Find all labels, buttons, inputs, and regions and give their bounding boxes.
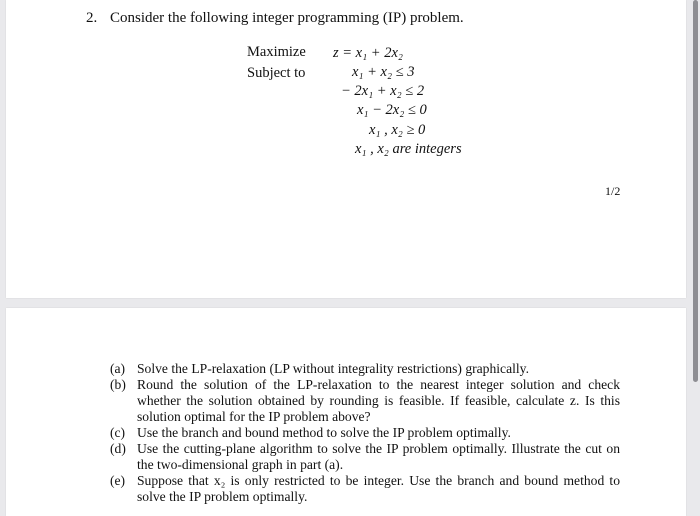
part-tag: (b) bbox=[110, 377, 126, 392]
integrality-constraint: x₁ , x₂ are integers bbox=[355, 141, 462, 157]
question-part-a bbox=[110, 361, 620, 377]
objective-label: Maximize bbox=[247, 44, 306, 60]
question-part-d bbox=[110, 441, 620, 473]
part-tag: (c) bbox=[110, 425, 126, 440]
part-text: Use the cutting-plane algorithm to solve the IP problem optimally. Illustrate the cut on the two-dimensional graph in part (a). bbox=[137, 441, 620, 472]
question-part-c bbox=[110, 425, 620, 441]
part-text: Use the branch and bound method to solve the IP problem optimally. bbox=[137, 425, 511, 440]
objective-function: z = x₁ + 2x₂ bbox=[333, 45, 403, 61]
question-number: 2. bbox=[86, 10, 98, 26]
constraint-3: x₁ − 2x₂ ≤ 0 bbox=[357, 102, 427, 118]
part-tag: (a) bbox=[110, 361, 126, 376]
document-page-1 bbox=[6, 0, 686, 298]
question-part-b bbox=[110, 377, 620, 425]
constraint-1: x₁ + x₂ ≤ 3 bbox=[352, 64, 415, 80]
question-part-e bbox=[110, 473, 620, 505]
part-text: Round the solution of the LP-relaxation to the nearest integer solution and check whether the solution obtained by rounding is feasible. If feasible, calculate z. Is this solution optimal for the IP problem above? bbox=[137, 377, 620, 424]
part-text: Solve the LP-relaxation (LP without integrality restrictions) graphically. bbox=[137, 361, 529, 376]
part-tag: (d) bbox=[110, 441, 126, 456]
page-number: 1/2 bbox=[605, 184, 621, 198]
nonnegativity-constraint: x₁ , x₂ ≥ 0 bbox=[369, 122, 426, 138]
part-text: Suppose that x₂ is only restricted to be integer. Use the branch and bound method to solve the IP problem optimally. bbox=[137, 473, 620, 504]
part-tag: (e) bbox=[110, 473, 126, 488]
question-intro: Consider the following integer programming (IP) problem. bbox=[110, 10, 464, 26]
document-page-2 bbox=[6, 308, 686, 516]
constraint-2: − 2x₁ + x₂ ≤ 2 bbox=[341, 83, 425, 99]
vertical-scrollbar[interactable] bbox=[693, 0, 698, 382]
constraints-label: Subject to bbox=[247, 65, 306, 81]
